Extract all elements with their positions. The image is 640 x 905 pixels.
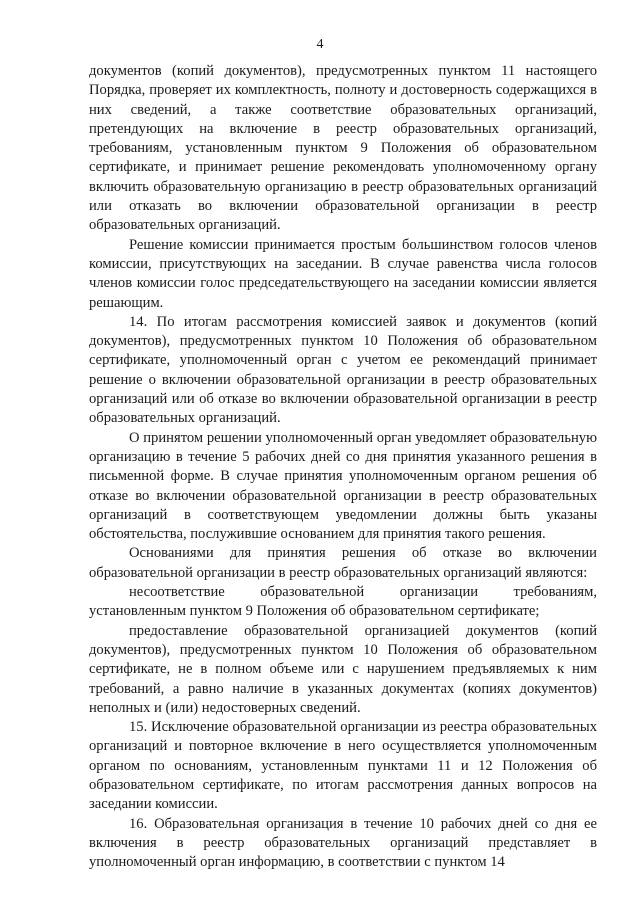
paragraph-4: О принятом решении уполномоченный орган уведомляет образовательную организацию в течение 5 рабочих дней со дня принятия указанного решения в письменной форме. В случае принятия уполномоченным органом решения об отказе во включении образовательной организации в реестр образовательных организаций в соответствующем уведомлении должны быть указаны обстоятельства, послужившие основанием для принятия такого решения. <box>89 429 597 543</box>
paragraph-3: 14. По итогам рассмотрения комиссией заявок и документов (копий документов), предусмотренных пунктом 10 Положения об образовательном сертификате, уполномоченный орган с учетом ее рекомендаций принимает решение о включении образовательной организации в реестр образовательных организаций или об отказе во включении образовательной организации в реестр образовательных организаций. <box>89 313 597 427</box>
page-number: 4 <box>316 37 324 52</box>
paragraph-5: Основаниями для принятия решения об отказе во включении образовательной организации в реестр образовательных организаций являются: <box>89 545 597 581</box>
paragraph-9: 16. Образовательная организация в течение 10 рабочих дней со дня ее включения в реестр образовательных организаций представляет в уполномоченный орган информацию, в соответствии с пунктом 14 <box>89 815 597 871</box>
paragraph-8: 15. Исключение образовательной организации из реестра образовательных организаций и повторное включение в него осуществляется уполномоченным органом по основаниям, установленным пунктами 11 и 12 Положения об образовательном сертификате, по итогам рассмотрения данных вопросов на заседании комиссии. <box>89 719 597 813</box>
document-body <box>89 62 597 872</box>
paragraph-6: несоответствие образовательной организации требованиям, установленным пунктом 9 Положения об образовательном сертификате; <box>89 584 597 620</box>
paragraph-1: документов (копий документов), предусмотренных пунктом 11 настоящего Порядка, проверяет их комплектность, полноту и достоверность содержащихся в них сведений, а также соответствие образовательных организаций, претендующих на включение в реестр образовательных организаций, требованиям, установленным пунктом 9 Положения об образовательном сертификате, и принимает решение рекомендовать уполномоченному органу включить образовательную организацию в реестр образовательных организаций или отказать во включении образовательной организации в реестр образовательных организаций. <box>89 63 597 234</box>
paragraph-2: Решение комиссии принимается простым большинством голосов членов комиссии, присутствующих на заседании. В случае равенства числа голосов членов комиссии голос председательствующего на заседании комиссии является решающим. <box>89 236 597 311</box>
paragraph-7: предоставление образовательной организацией документов (копий документов), предусмотренных пунктом 10 Положения об образовательном сертификате, не в полном объеме или с нарушением предъявляемых к ним требований, а равно наличие в указанных документах (копиях документов) неполных и (или) недостоверных сведений. <box>89 622 597 716</box>
